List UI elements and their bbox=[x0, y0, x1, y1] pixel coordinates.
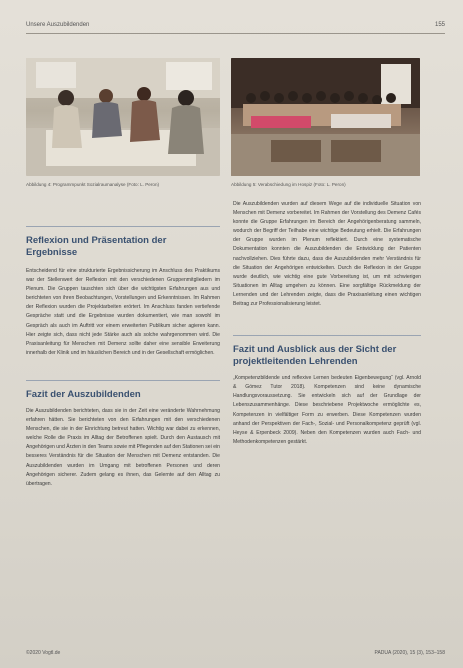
right-column bbox=[233, 200, 421, 447]
section-rule bbox=[233, 335, 421, 336]
section-title-fazit-lehrende: Fazit und Ausblick aus der Sicht der projektleitenden Lehrenden bbox=[233, 344, 397, 368]
photo-illustration bbox=[26, 58, 220, 176]
photo-illustration bbox=[231, 58, 420, 176]
figure-caption-2: Abbildung 5: Verabschiedung im Hospiz (Foto: L. Peron) bbox=[231, 182, 346, 187]
section-body-right-intro: Die Auszubildenden wurden auf diesem Wege auf die individuelle Situation von Menschen mit Demenz vorbereitet. Im Rahmen der Vorstellung des Demenz Cafés konnte die Gruppe Erfahrungen im Bereich der Angehörigenberatung sammeln, wodurch der Begriff der Teilhabe eine wichtige Bedeutung erhielt. Die Erfahrungen der Gruppe wurden im Plenum reflektiert. Durch eine systematische Dokumentation konnten die Auszubildenden die Entwicklung der Patienten nachvollziehen. Dies führte dazu, dass die Auszubildenden mehr Verständnis für die Situation der Angehörigen entwickelten. Durch die Reflexion in der Gruppe wurde deutlich, wie wichtig eine gute Vorbereitung ist, um mit schwierigen Situationen im Alltag umgehen zu können. Eine sorgfältige Rückmeldung der Lernenden und der Lehrenden zeigte, dass die Praxisanleitung einen wichtigen Beitrag zur Professionalisierung leistet. bbox=[233, 201, 421, 308]
section-title-reflexion: Reflexion und Präsentation der Ergebnisse bbox=[26, 235, 167, 258]
section-body-reflexion: Entscheidend für eine strukturierte Ergebnissicherung im Anschluss des Praktikums war der Stellenwert der Reflexion mit den verschiedenen Gruppenmitgliedern im Plenum. Die Gruppen tauschten sich über die wichtigsten Erfahrungen aus und berichteten von ihren Beobachtungen, Vorstellungen und Erkenntnissen. Im Rahmen der Reflexion wurden die Projektarbeiten erörtert. Im Anschluss fanden vertiefende Gespräche statt und die Ergebnisse wurden dokumentiert, wie man sowohl im Gespräch als auch im Auftritt vor einem erweiterten Publikum sicher agieren kann. Hier zeigte sich, dass nicht jede Stärke auch als solche wahrgenommen wird. Die Praxisanleitung für Menschen mit Demenz sollte daher eine sensible Erweiterung innerhalb der Klinik und im häuslichen Bereich und in der Gesellschaft ermöglichen. bbox=[26, 268, 220, 356]
section-rule bbox=[26, 226, 220, 227]
footer-copyright: ©2020 Vogtl.de bbox=[26, 650, 61, 656]
section-title-fazit-auszubildende: Fazit der Auszubildenden bbox=[26, 388, 141, 400]
figure-photo-group-portrait bbox=[231, 58, 420, 176]
section-body-fazit-lehrende: „Kompetenzbildende und reflexive Lernen bedeuten Eigenbewegung“ (vgl. Arnold & Gómez Tutor 2018). Kompetenzen sind keine dynamische Handlungsvoraussetzung. Sie entwickeln sich auf der Grundlage der Lebenszusammenhänge. Diese beschriebene Projektwoche ermöglichte es, Kompetenzen in vielfältiger Form zu erwerben. Diese Kompetenzen wurden anhand der Perspektiven der Fach-, Sozial- und Personalkompetenz geprüft (vgl. Heyse & Erpenbeck 2009). Neben den Kompetenzen wurden auch Fach- und Methodenkompetenzen gestärkt. bbox=[233, 375, 421, 445]
section-body-fazit-auszubildende: Die Auszubildenden berichteten, dass sie in der Zeit eine veränderte Wahrnehmung erfahren hätten. Sie berichteten von den Erfahrungen mit den verschiedenen Menschen, die sie in der Einrichtung betreut hatten. Wichtig war dabei zu erkennen, welche Rolle die Praxis im Alltag der Betroffenen spielt. Durch den Austausch mit Angehörigen und Ärzten in den Teams sowie mit Pflegenden auf den Stationen sei ein besseres Verständnis für die Situation der Menschen mit Demenz entstanden. Die Auszubildenden wurden im Umgang mit betroffenen Personen und deren Angehörigen sicherer. Zudem gelang es ihnen, das Gelernte auf den Alltag zu übertragen. bbox=[26, 407, 220, 487]
header-rule bbox=[26, 33, 445, 34]
figure-caption-1: Abbildung 4: Programmpunkt Sozialraumanalyse (Foto: L. Peron) bbox=[26, 182, 160, 187]
figure-photo-group-work bbox=[26, 58, 220, 176]
running-head-title: Unsere Auszubildenden bbox=[26, 22, 90, 28]
section-rule bbox=[26, 380, 220, 381]
page-number: 155 bbox=[434, 22, 445, 28]
left-column bbox=[26, 226, 220, 489]
footer-citation: PADUA (2020), 15 (3), 153–158 bbox=[374, 650, 445, 656]
